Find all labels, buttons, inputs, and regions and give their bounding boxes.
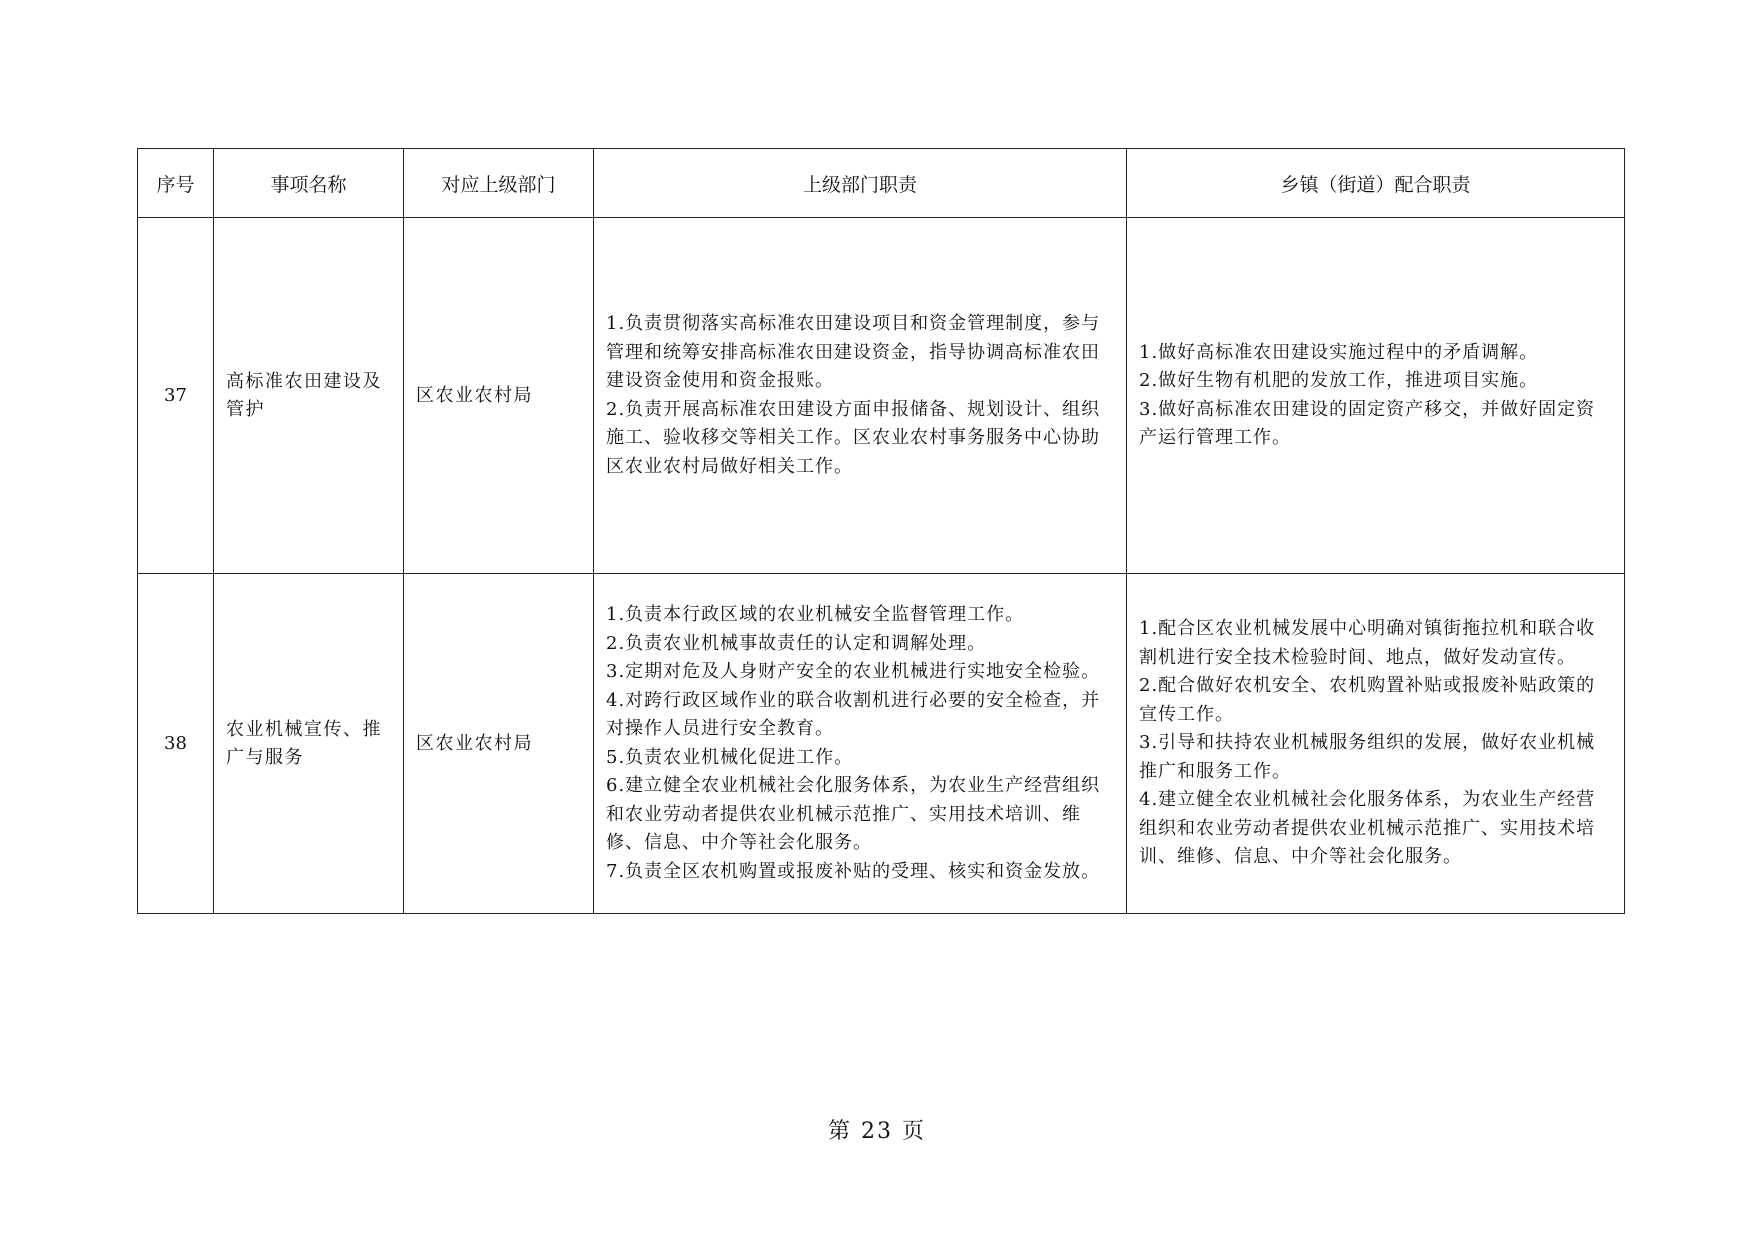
town-duty-item: 4.建立健全农业机械社会化服务体系，为农业生产经营组织和农业劳动者提供农业机械示范推广、实用技术培训、维修、信息、中介等社会化服务。 [1139,789,1596,868]
town-duty-item: 1.做好高标准农田建设实施过程中的矛盾调解。 [1139,341,1539,363]
duty-item: 4.对跨行政区域作业的联合收割机进行必要的安全检查，并对操作人员进行安全教育。 [606,689,1101,739]
row-item-name: 高标准农田建设及管护 [214,218,404,574]
header-item-name: 事项名称 [214,149,404,218]
header-town-duties: 乡镇（街道）配合职责 [1127,149,1625,218]
table-row [138,218,1625,574]
row-superior-duties [594,218,1127,574]
duty-item: 6.建立健全农业机械社会化服务体系，为农业生产经营组织和农业劳动者提供农业机械示范推广、实用技术培训、维修、信息、中介等社会化服务。 [606,775,1101,853]
row-serial-number: 37 [138,218,214,574]
row-serial-number: 38 [138,574,214,914]
header-superior-duties: 上级部门职责 [594,149,1127,218]
town-duty-item: 2.配合做好农机安全、农机购置补贴或报废补贴政策的宣传工作。 [1139,675,1596,725]
table-row [138,574,1625,914]
row-superior-dept: 区农业农村局 [404,574,594,914]
row-town-duties [1127,218,1625,574]
header-superior-dept: 对应上级部门 [404,149,594,218]
duty-item: 3.定期对危及人身财产安全的农业机械进行实地安全检验。 [606,661,1101,682]
row-superior-duties [594,574,1127,914]
town-duty-item: 2.做好生物有机肥的发放工作，推进项目实施。 [1139,370,1539,391]
row-superior-dept: 区农业农村局 [404,218,594,574]
row-town-duties [1127,574,1625,914]
table-header [138,149,1625,218]
town-duty-item: 3.做好高标准农田建设的固定资产移交，并做好固定资产运行管理工作。 [1139,398,1596,448]
duty-item: 1.负责本行政区域的农业机械安全监督管理工作。 [606,604,1025,625]
duty-item: 2.负责农业机械事故责任的认定和调解处理。 [606,632,987,654]
town-duty-item: 3.引导和扶持农业机械服务组织的发展，做好农业机械推广和服务工作。 [1139,732,1596,782]
row-item-name: 农业机械宣传、推广与服务 [214,574,404,914]
town-duty-item: 1.配合区农业机械发展中心明确对镇街拖拉机和联合收割机进行安全技术检验时间、地点，做好发动宣传。 [1139,618,1596,668]
header-serial-number: 序号 [138,149,214,218]
page-number: 第 23 页 [828,1119,926,1144]
duty-item: 1.负责贯彻落实高标准农田建设项目和资金管理制度，参与管理和统筹安排高标准农田建设资金，指导协调高标准农田建设资金使用和资金报账。 [606,313,1101,391]
duty-item: 2.负责开展高标准农田建设方面申报储备、规划设计、组织施工、验收移交等相关工作。区农业农村事务服务中心协助区农业农村局做好相关工作。 [606,398,1101,477]
duty-item: 5.负责农业机械化促进工作。 [606,746,854,768]
duty-table [137,148,1625,914]
table-body [138,218,1625,914]
header-row [138,149,1625,218]
duty-item: 7.负责全区农机购置或报废补贴的受理、核实和资金发放。 [606,860,1101,882]
